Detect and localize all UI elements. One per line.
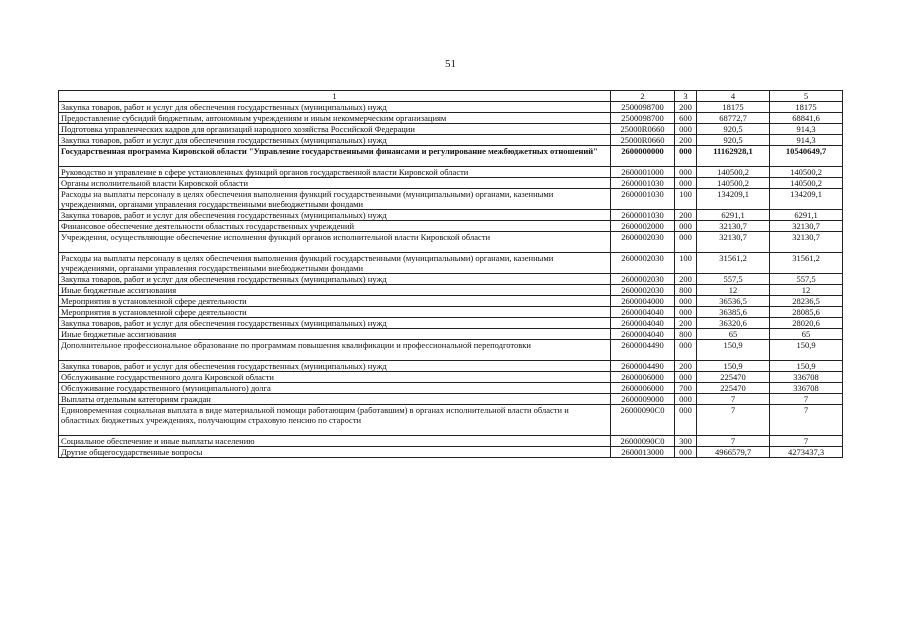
row-value-2-cell: 32130,7 bbox=[770, 232, 843, 253]
row-value-1-cell: 140500,2 bbox=[697, 178, 770, 189]
row-value-1-cell: 36385,6 bbox=[697, 307, 770, 318]
row-code-cell: 2500098700 bbox=[611, 102, 675, 113]
row-name-cell: Финансовое обеспечение деятельности областных государственных учреждений bbox=[59, 221, 611, 232]
row-value-1-cell: 920,5 bbox=[697, 124, 770, 135]
table-row bbox=[59, 253, 843, 274]
row-value-2-cell: 28020,6 bbox=[770, 318, 843, 329]
row-type-cell: 000 bbox=[675, 394, 697, 405]
row-type-cell: 000 bbox=[675, 372, 697, 383]
header-cell-type: 3 bbox=[675, 91, 697, 102]
table-row bbox=[59, 124, 843, 135]
table-row bbox=[59, 285, 843, 296]
table-row bbox=[59, 113, 843, 124]
table-row bbox=[59, 340, 843, 361]
row-value-2-cell: 336708 bbox=[770, 383, 843, 394]
row-code-cell: 2600006000 bbox=[611, 383, 675, 394]
row-code-cell: 2600004490 bbox=[611, 361, 675, 372]
row-code-cell: 2600001030 bbox=[611, 178, 675, 189]
header-cell-code: 2 bbox=[611, 91, 675, 102]
row-value-2-cell: 31561,2 bbox=[770, 253, 843, 274]
row-code-cell: 2600013000 bbox=[611, 447, 675, 458]
table-header-row bbox=[59, 91, 843, 102]
row-type-cell: 000 bbox=[675, 307, 697, 318]
row-type-cell: 300 bbox=[675, 436, 697, 447]
header-cell-name: 1 bbox=[59, 91, 611, 102]
row-value-2-cell: 65 bbox=[770, 329, 843, 340]
row-value-1-cell: 140500,2 bbox=[697, 167, 770, 178]
row-code-cell: 2600009000 bbox=[611, 394, 675, 405]
row-name-cell: Мероприятия в установленной сфере деятельности bbox=[59, 307, 611, 318]
row-value-1-cell: 150,9 bbox=[697, 340, 770, 361]
table-row bbox=[59, 274, 843, 285]
row-code-cell: 25000R0660 bbox=[611, 135, 675, 146]
header-cell-value-2: 5 bbox=[770, 91, 843, 102]
row-value-2-cell: 140500,2 bbox=[770, 178, 843, 189]
row-code-cell: 2600000000 bbox=[611, 146, 675, 167]
table-row bbox=[59, 447, 843, 458]
row-value-1-cell: 7 bbox=[697, 436, 770, 447]
row-name-cell: Дополнительное профессиональное образование по программам повышения квалификации и профессиональной переподготовки bbox=[59, 340, 611, 361]
row-value-1-cell: 7 bbox=[697, 405, 770, 436]
table-row bbox=[59, 436, 843, 447]
row-value-2-cell: 150,9 bbox=[770, 340, 843, 361]
row-type-cell: 000 bbox=[675, 124, 697, 135]
row-code-cell: 2600002030 bbox=[611, 232, 675, 253]
table-row bbox=[59, 167, 843, 178]
row-value-2-cell: 18175 bbox=[770, 102, 843, 113]
table-row bbox=[59, 296, 843, 307]
table-row bbox=[59, 383, 843, 394]
row-code-cell: 2600004000 bbox=[611, 296, 675, 307]
row-code-cell: 2600004040 bbox=[611, 329, 675, 340]
table-row bbox=[59, 221, 843, 232]
row-value-2-cell: 10540649,7 bbox=[770, 146, 843, 167]
row-code-cell: 2600004490 bbox=[611, 340, 675, 361]
row-name-cell: Другие общегосударственные вопросы bbox=[59, 447, 611, 458]
row-value-2-cell: 336708 bbox=[770, 372, 843, 383]
row-type-cell: 200 bbox=[675, 274, 697, 285]
row-value-1-cell: 31561,2 bbox=[697, 253, 770, 274]
row-value-2-cell: 28236,5 bbox=[770, 296, 843, 307]
table-row bbox=[59, 329, 843, 340]
row-code-cell: 2600002030 bbox=[611, 274, 675, 285]
row-value-2-cell: 7 bbox=[770, 394, 843, 405]
row-type-cell: 000 bbox=[675, 221, 697, 232]
row-type-cell: 000 bbox=[675, 146, 697, 167]
row-code-cell: 2600004040 bbox=[611, 307, 675, 318]
row-value-2-cell: 914,3 bbox=[770, 135, 843, 146]
row-value-1-cell: 65 bbox=[697, 329, 770, 340]
row-value-1-cell: 18175 bbox=[697, 102, 770, 113]
row-value-2-cell: 7 bbox=[770, 405, 843, 436]
row-code-cell: 2600006000 bbox=[611, 372, 675, 383]
row-code-cell: 2500098700 bbox=[611, 113, 675, 124]
row-value-2-cell: 7 bbox=[770, 436, 843, 447]
row-type-cell: 200 bbox=[675, 135, 697, 146]
row-value-1-cell: 32130,7 bbox=[697, 221, 770, 232]
row-type-cell: 000 bbox=[675, 167, 697, 178]
row-type-cell: 200 bbox=[675, 102, 697, 113]
row-code-cell: 2600001000 bbox=[611, 167, 675, 178]
row-name-cell: Иные бюджетные ассигнования bbox=[59, 329, 611, 340]
row-value-1-cell: 225470 bbox=[697, 383, 770, 394]
table-row bbox=[59, 318, 843, 329]
table-row bbox=[59, 361, 843, 372]
row-name-cell: Социальное обеспечение и иные выплаты населению bbox=[59, 436, 611, 447]
row-name-cell: Подготовка управленческих кадров для организаций народного хозяйства Российской Федерации bbox=[59, 124, 611, 135]
row-value-1-cell: 12 bbox=[697, 285, 770, 296]
row-value-1-cell: 557,5 bbox=[697, 274, 770, 285]
row-value-2-cell: 32130,7 bbox=[770, 221, 843, 232]
row-name-cell: Предоставление субсидий бюджетным, автономным учреждениям и иным некоммерческим организациям bbox=[59, 113, 611, 124]
row-value-1-cell: 150,9 bbox=[697, 361, 770, 372]
row-name-cell: Закупка товаров, работ и услуг для обеспечения государственных (муниципальных) нужд bbox=[59, 361, 611, 372]
row-code-cell: 2600004040 bbox=[611, 318, 675, 329]
row-type-cell: 000 bbox=[675, 405, 697, 436]
row-code-cell: 2600002030 bbox=[611, 285, 675, 296]
table-row bbox=[59, 405, 843, 436]
row-value-2-cell: 28085,6 bbox=[770, 307, 843, 318]
row-value-1-cell: 225470 bbox=[697, 372, 770, 383]
row-value-2-cell: 6291,1 bbox=[770, 210, 843, 221]
row-value-1-cell: 11162928,1 bbox=[697, 146, 770, 167]
row-value-2-cell: 12 bbox=[770, 285, 843, 296]
table-row bbox=[59, 146, 843, 167]
row-type-cell: 800 bbox=[675, 285, 697, 296]
row-code-cell: 2600002030 bbox=[611, 253, 675, 274]
row-type-cell: 000 bbox=[675, 296, 697, 307]
row-value-2-cell: 140500,2 bbox=[770, 167, 843, 178]
row-type-cell: 700 bbox=[675, 383, 697, 394]
row-type-cell: 100 bbox=[675, 253, 697, 274]
row-value-1-cell: 36320,6 bbox=[697, 318, 770, 329]
row-value-2-cell: 68841,6 bbox=[770, 113, 843, 124]
row-value-2-cell: 914,3 bbox=[770, 124, 843, 135]
row-code-cell: 2600002000 bbox=[611, 221, 675, 232]
table-row bbox=[59, 307, 843, 318]
row-code-cell: 26000090С0 bbox=[611, 436, 675, 447]
page-number: 51 bbox=[445, 58, 456, 70]
table-row bbox=[59, 394, 843, 405]
table-row bbox=[59, 210, 843, 221]
row-type-cell: 800 bbox=[675, 329, 697, 340]
row-name-cell: Мероприятия в установленной сфере деятельности bbox=[59, 296, 611, 307]
table-row bbox=[59, 135, 843, 146]
row-type-cell: 200 bbox=[675, 210, 697, 221]
row-value-1-cell: 36536,5 bbox=[697, 296, 770, 307]
row-code-cell: 2600001030 bbox=[611, 210, 675, 221]
row-code-cell: 26000090С0 bbox=[611, 405, 675, 436]
table-row bbox=[59, 189, 843, 210]
table-row bbox=[59, 178, 843, 189]
budget-table bbox=[58, 90, 843, 458]
table-row bbox=[59, 102, 843, 113]
row-code-cell: 25000R0660 bbox=[611, 124, 675, 135]
row-name-cell: Расходы на выплаты персоналу в целях обеспечения выполнения функций государственными (муниципальными) органами, казенными учреждениями, органами управления государственными внебюджетными фондами bbox=[59, 253, 611, 274]
row-name-cell: Закупка товаров, работ и услуг для обеспечения государственных (муниципальных) нужд bbox=[59, 274, 611, 285]
row-name-cell: Иные бюджетные ассигнования bbox=[59, 285, 611, 296]
row-name-cell: Учреждения, осуществляющие обеспечение исполнения функций органов исполнительной власти Кировской области bbox=[59, 232, 611, 253]
row-type-cell: 000 bbox=[675, 340, 697, 361]
row-value-1-cell: 32130,7 bbox=[697, 232, 770, 253]
row-value-2-cell: 150,9 bbox=[770, 361, 843, 372]
row-name-cell: Органы исполнительной власти Кировской области bbox=[59, 178, 611, 189]
row-name-cell: Закупка товаров, работ и услуг для обеспечения государственных (муниципальных) нужд bbox=[59, 135, 611, 146]
row-value-2-cell: 557,5 bbox=[770, 274, 843, 285]
row-type-cell: 000 bbox=[675, 178, 697, 189]
row-type-cell: 000 bbox=[675, 447, 697, 458]
row-name-cell: Закупка товаров, работ и услуг для обеспечения государственных (муниципальных) нужд bbox=[59, 102, 611, 113]
table-row bbox=[59, 372, 843, 383]
row-name-cell: Выплаты отдельным категориям граждан bbox=[59, 394, 611, 405]
row-value-1-cell: 134209,1 bbox=[697, 189, 770, 210]
row-value-1-cell: 68772,7 bbox=[697, 113, 770, 124]
header-cell-value-1: 4 bbox=[697, 91, 770, 102]
row-name-cell: Закупка товаров, работ и услуг для обеспечения государственных (муниципальных) нужд bbox=[59, 210, 611, 221]
row-type-cell: 100 bbox=[675, 189, 697, 210]
row-value-1-cell: 920,5 bbox=[697, 135, 770, 146]
row-name-cell: Руководство и управление в сфере установленных функций органов государственной власти Кировской области bbox=[59, 167, 611, 178]
row-name-cell: Единовременная социальная выплата в виде материальной помощи работающим (работавшим) в органах исполнительной власти области и областных бюджетных учреждениях, получающим страховую пенсию по старости bbox=[59, 405, 611, 436]
row-code-cell: 2600001030 bbox=[611, 189, 675, 210]
row-value-2-cell: 4273437,3 bbox=[770, 447, 843, 458]
row-type-cell: 000 bbox=[675, 232, 697, 253]
row-name-cell: Закупка товаров, работ и услуг для обеспечения государственных (муниципальных) нужд bbox=[59, 318, 611, 329]
row-type-cell: 600 bbox=[675, 113, 697, 124]
table-row bbox=[59, 232, 843, 253]
row-name-cell: Расходы на выплаты персоналу в целях обеспечения выполнения функций государственными (муниципальными) органами, казенными учреждениями, органами управления государственными внебюджетными фондами bbox=[59, 189, 611, 210]
row-name-cell: Обслуживание государственного долга Кировской области bbox=[59, 372, 611, 383]
row-value-1-cell: 6291,1 bbox=[697, 210, 770, 221]
row-value-1-cell: 4966579,7 bbox=[697, 447, 770, 458]
row-name-cell: Государственная программа Кировской области "Управление государственными финансами и регулирование межбюджетных отношений" bbox=[59, 146, 611, 167]
row-type-cell: 200 bbox=[675, 361, 697, 372]
budget-table-body bbox=[59, 91, 843, 458]
row-value-1-cell: 7 bbox=[697, 394, 770, 405]
row-value-2-cell: 134209,1 bbox=[770, 189, 843, 210]
row-type-cell: 200 bbox=[675, 318, 697, 329]
row-name-cell: Обслуживание государственного (муниципального) долга bbox=[59, 383, 611, 394]
